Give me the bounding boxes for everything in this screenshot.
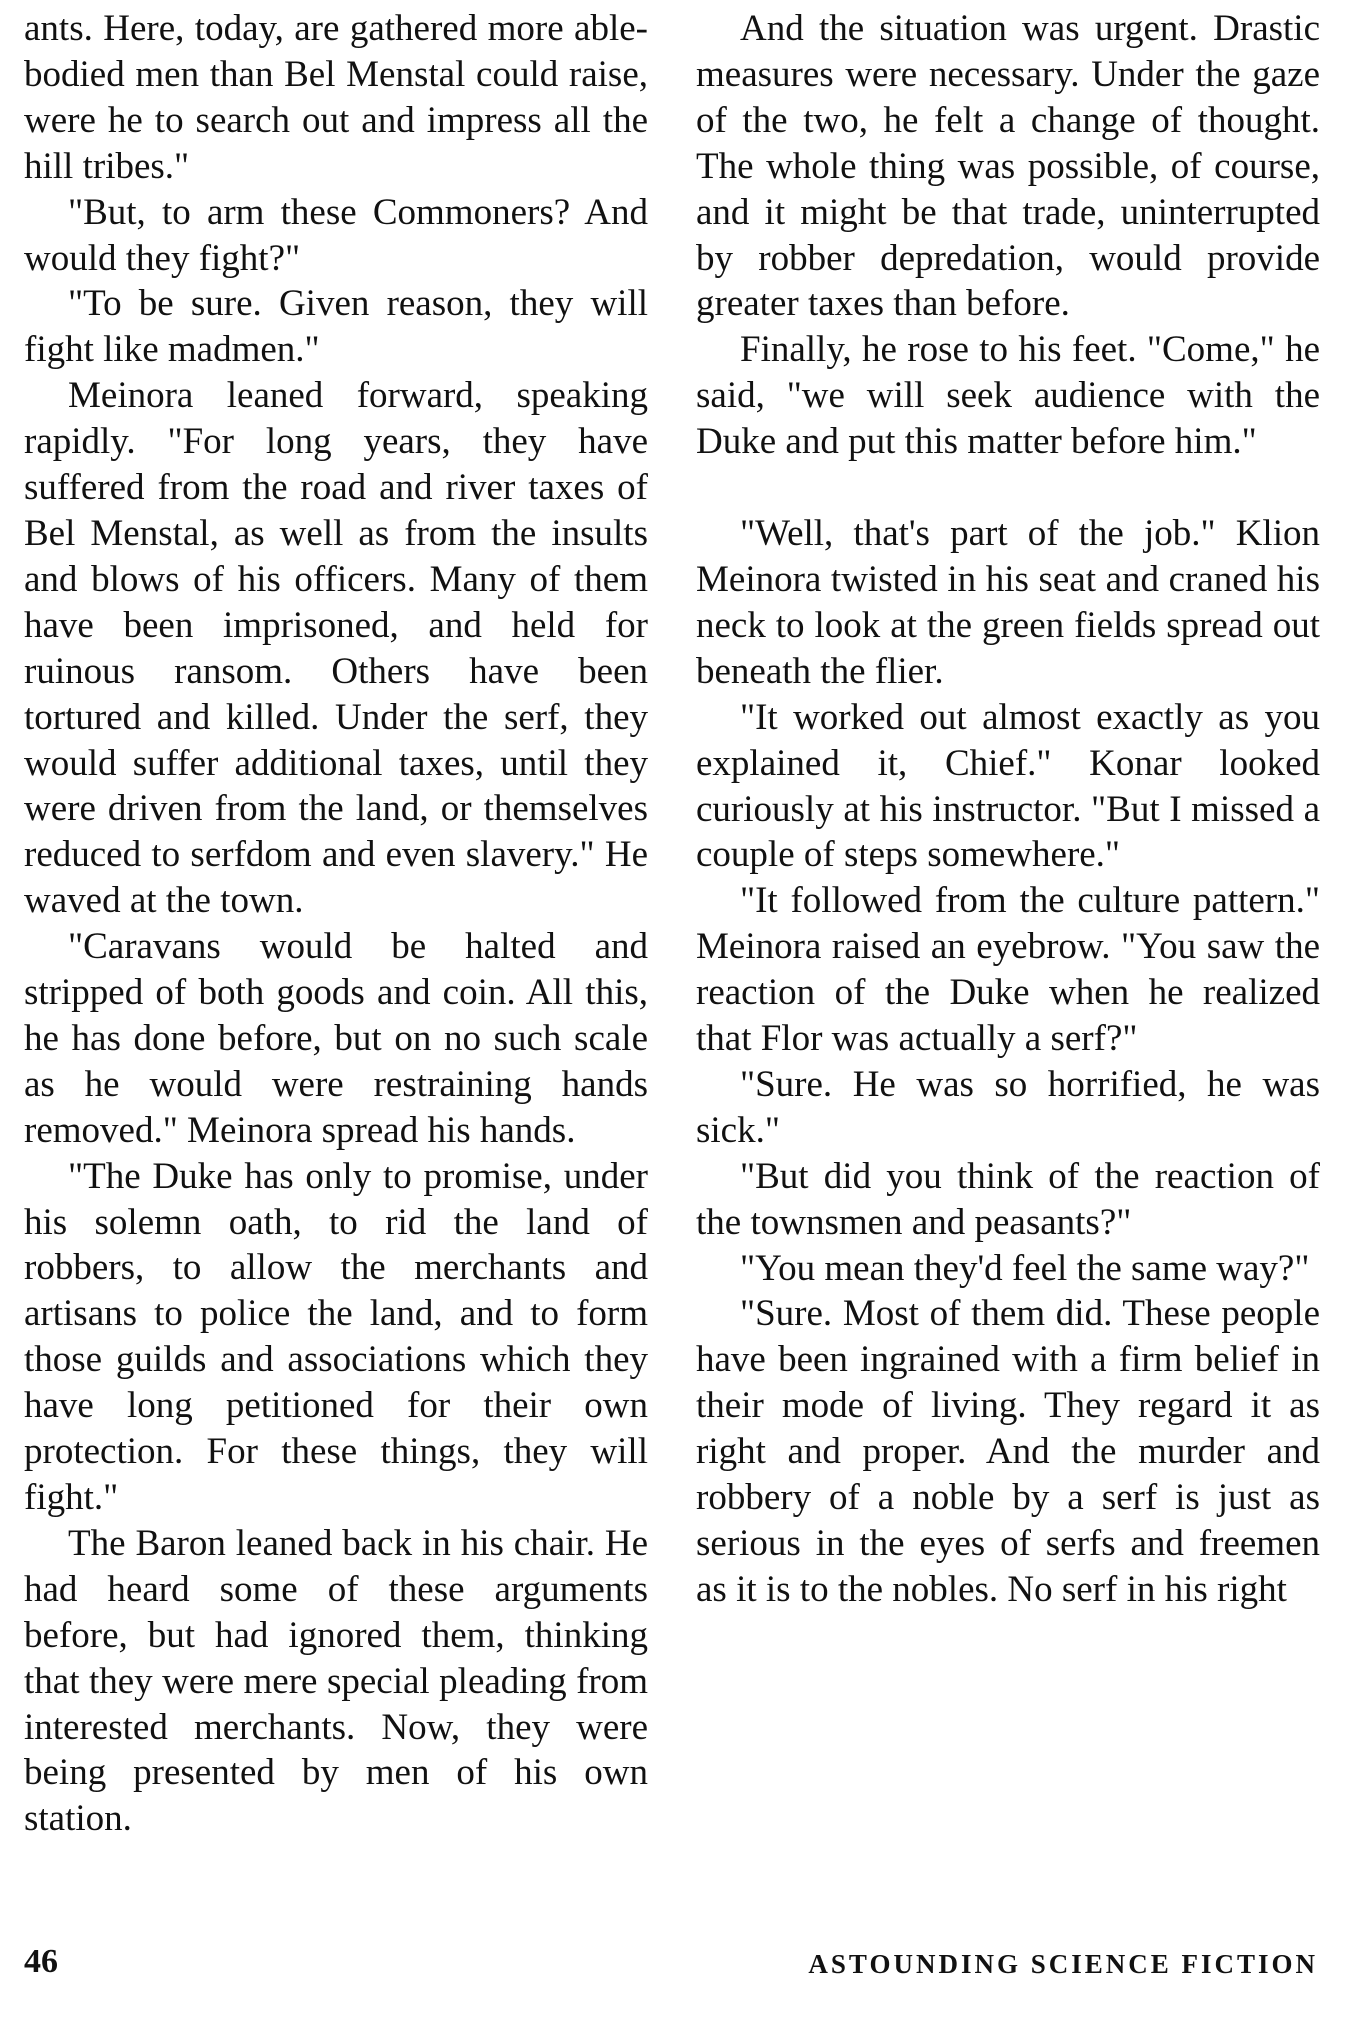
paragraph: "But did you think of the reaction of the townsmen and peasants?" [696, 1155, 1320, 1243]
paragraph: "Sure. He was so horrified, he was sick." [696, 1063, 1320, 1151]
paragraph: And the situation was urgent. Drastic measures were necessary. Under the gaze of the two, he felt a change of thought. The whole thing was possible, of course, and it might be that trade, uninterrupted by robber depredation, would provide greater taxes than before. [696, 8, 1320, 325]
left-column [24, 6, 648, 1842]
running-title: ASTOUNDING SCIENCE FICTION [808, 1949, 1318, 1979]
page-footer [0, 1942, 1348, 1992]
paragraph: "Well, that's part of the job." Klion Meinora twisted in his seat and craned his neck to look at the green fields spread out beneath the flier. [696, 513, 1320, 692]
paragraph: "The Duke has only to promise, under his solemn oath, to rid the land of robbers, to allow the merchants and artisans to police the land, and to form those guilds and associations which they have long petitioned for their own protection. For these things, they will fight." [24, 1155, 648, 1518]
paragraph: "Caravans would be halted and stripped of both goods and coin. All this, he has done before, but on no such scale as he would were restraining hands removed." Meinora spread his hands. [24, 926, 648, 1151]
paragraph: "It followed from the culture pattern." Meinora raised an eyebrow. "You saw the reaction of the Duke when he realized that Flor was actually a serf?" [696, 880, 1320, 1060]
right-column [696, 6, 1320, 1613]
paragraph: ants. Here, today, are gathered more able-bodied men than Bel Menstal could raise, were he to search out and impress all the hill tribes." [24, 8, 648, 187]
paragraph: The Baron leaned back in his chair. He had heard some of these arguments before, but had ignored them, thinking that they were mere special pleading from interested merchants. Now, they were being presented by men of his own station. [24, 1522, 648, 1840]
paragraph: "You mean they'd feel the same way?" [740, 1247, 1310, 1289]
page-number: 46 [24, 1943, 58, 1980]
paragraph: "Sure. Most of them did. These people have been ingrained with a firm belief in their mode of living. They regard it as right and proper. And the murder and robbery of a noble by a serf is just as serious in the eyes of serfs and freemen as it is to the nobles. No serf in his right [696, 1293, 1320, 1610]
paragraph: Meinora leaned forward, speaking rapidly. "For long years, they have suffered from the road and river taxes of Bel Menstal, as well as from the insults and blows of his officers. Many of them have been imprisoned, and held for ruinous ransom. Others have been tortured and killed. Under the serf, they would suffer additional taxes, until they were driven from the land, or themselves reduced to serfdom and even slavery." He waved at the town. [24, 375, 648, 922]
paragraph: "But, to arm these Commoners? And would they fight?" [24, 191, 648, 279]
paragraph: Finally, he rose to his feet. "Come," he said, "we will seek audience with the Duke and put this matter before him." [696, 329, 1320, 463]
paragraph: "To be sure. Given reason, they will fight like madmen." [24, 283, 648, 371]
paragraph: "It worked out almost exactly as you explained it, Chief." Konar looked curiously at his instructor. "But I missed a couple of steps somewhere." [696, 696, 1320, 876]
